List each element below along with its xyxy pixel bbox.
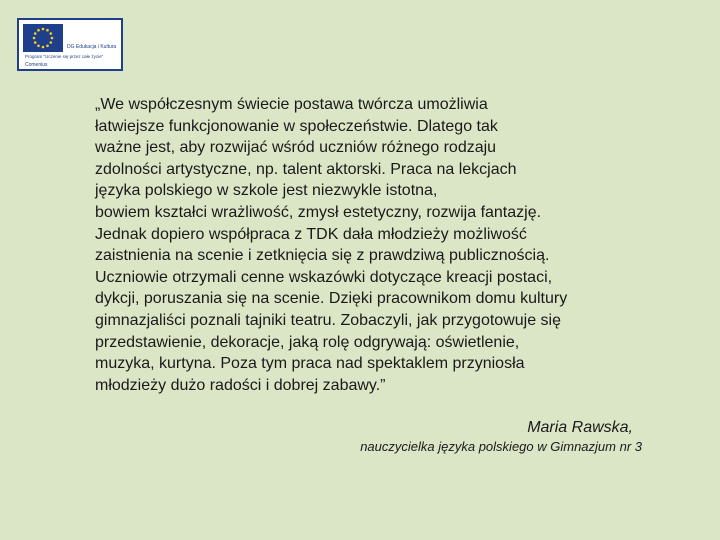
star-icon xyxy=(37,44,40,47)
star-icon xyxy=(34,32,37,35)
star-icon xyxy=(46,29,49,32)
eu-flag-icon xyxy=(19,20,121,69)
star-icon xyxy=(34,41,37,44)
eu-comenius-logo xyxy=(17,18,123,71)
author-role: nauczycielka języka polskiego w Gimnazjum nr 3 xyxy=(360,439,642,454)
quote-line: muzyka, kurtyna. Poza tym praca nad spektaklem przyniosła xyxy=(95,355,525,373)
quote-line: bowiem kształci wrażliwość, zmysł estetyczny, rozwija fantazję. xyxy=(95,203,542,221)
quote-line: gimnazjaliści poznali tajniki teatru. Zobaczyli, jak przygotowuje się xyxy=(95,311,561,329)
star-icon xyxy=(42,46,45,49)
quote-text xyxy=(95,94,655,396)
star-icon xyxy=(42,28,45,31)
quote-line: łatwiejsze funkcjonowanie w społeczeństwie. Dlatego tak xyxy=(95,117,498,135)
quote-line: „We współczesnym świecie postawa twórcza umożliwia xyxy=(95,96,488,113)
quote-line: zaistnienia na scenie i zetknięcia się z prawdziwą publicznością. xyxy=(95,247,550,265)
quote-line: Jednak dopiero współpraca z TDK dała młodzieży możliwość xyxy=(95,225,527,243)
logo-text-1: DG Edukacja i Kultura xyxy=(67,44,117,50)
logo-text-2: Program "Uczenie się przez całe życie" xyxy=(25,54,104,59)
star-icon xyxy=(46,44,49,47)
author-name: Maria Rawska, xyxy=(527,419,633,436)
star-icon xyxy=(51,37,54,40)
quote-line: dykcji, poruszania się na scenie. Dzięki pracownikom domu kultury xyxy=(95,290,568,308)
quote-line: języka polskiego w szkole jest niezwykle istotna, xyxy=(95,182,438,200)
quote-line: ważne jest, aby rozwijać wśród uczniów różnego rodzaju xyxy=(95,139,497,157)
logo-text-3: Comenius xyxy=(25,62,48,68)
star-icon xyxy=(37,29,40,32)
star-icon xyxy=(33,37,36,40)
quote-line: młodzieży dużo radości i dobrej zabawy.” xyxy=(95,376,386,394)
quote-line: zdolności artystyczne, np. talent aktorski. Praca na lekcjach xyxy=(95,160,517,178)
star-icon xyxy=(49,41,52,44)
quote-line: Uczniowie otrzymali cenne wskazówki dotyczące kreacji postaci, xyxy=(95,268,553,286)
quote-line: przedstawienie, dekoracje, jaką rolę odgrywają: oświetlenie, xyxy=(95,333,520,351)
star-icon xyxy=(49,32,52,35)
